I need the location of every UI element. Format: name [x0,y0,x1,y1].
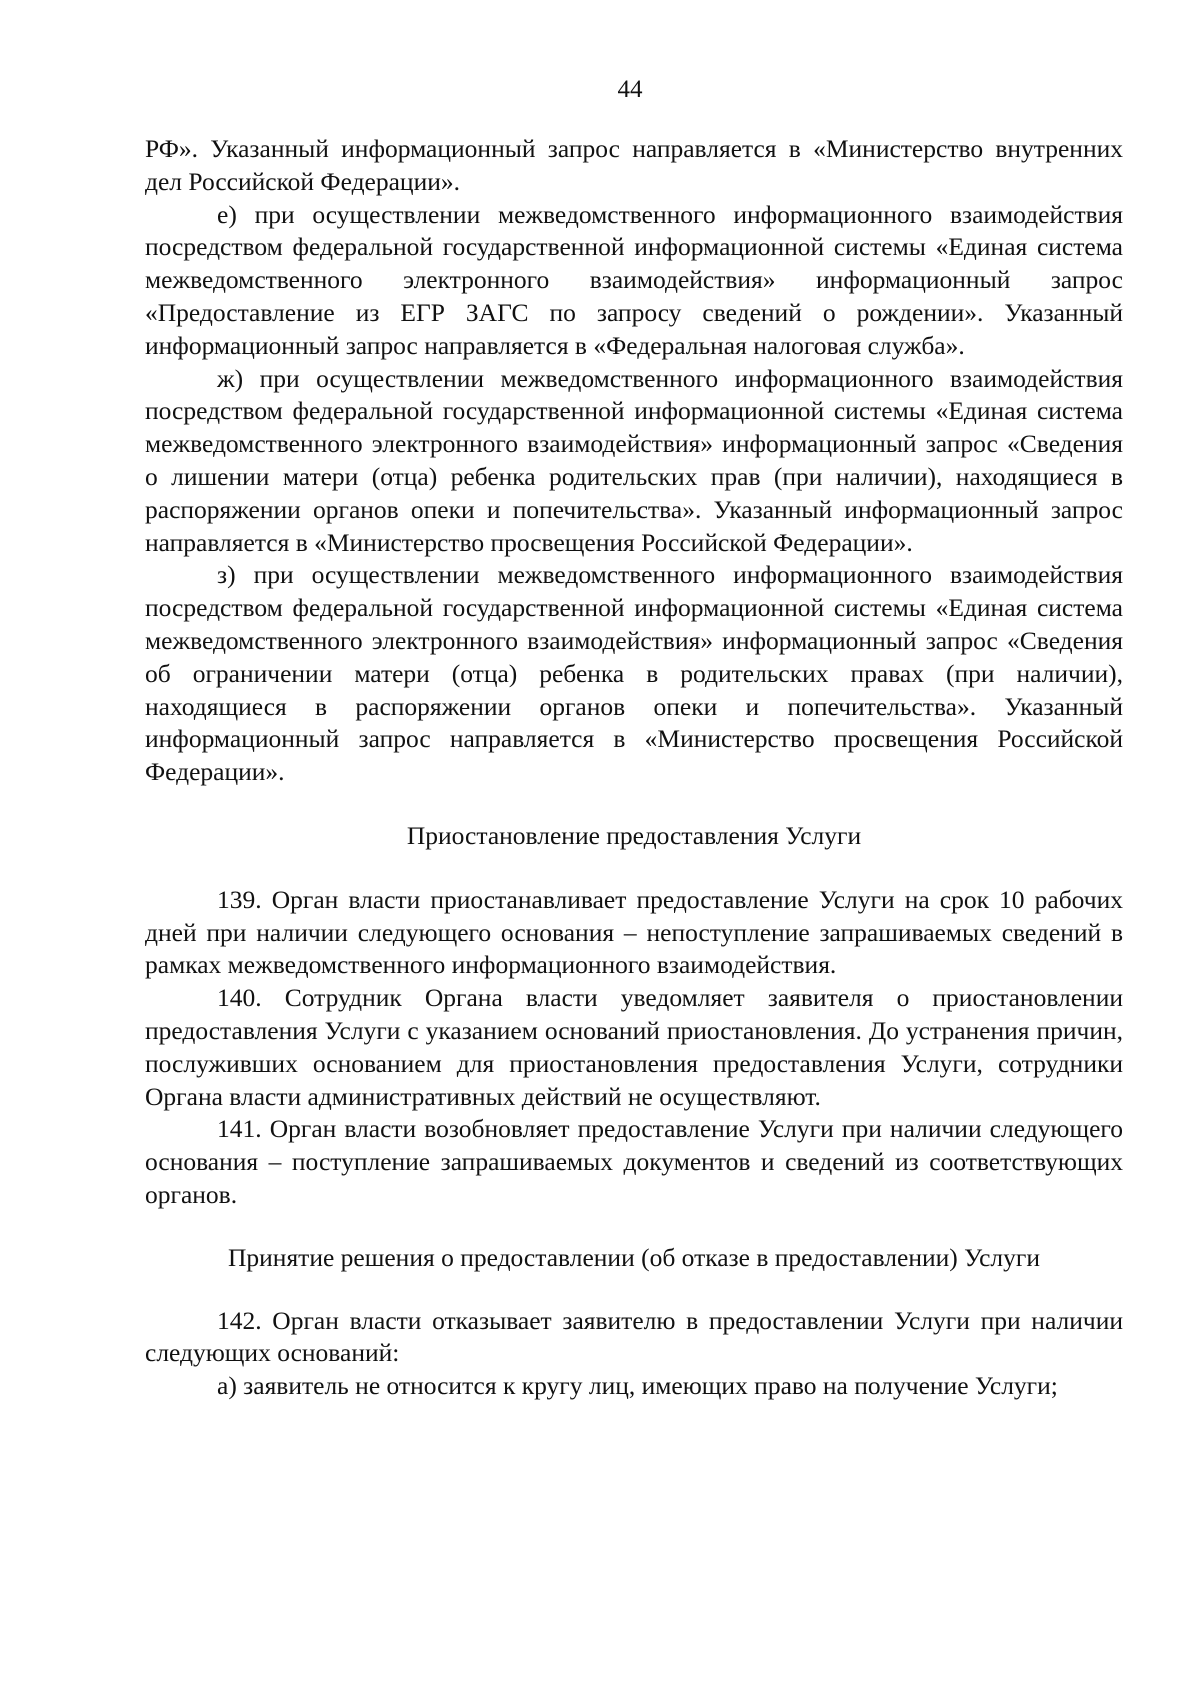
section-heading-suspension: Приостановление предоставления Услуги [406,820,862,850]
page-number: 44 [617,76,643,103]
paragraph-139: 139. Орган власти приостанавливает предоставление Услуги на срок 10 рабочих дней при наличии следующего основания – непоступление запрашиваемых сведений в рамках межведомственного информационного взаимодействия. [145,884,1123,980]
paragraph-142: 142. Орган власти отказывает заявителю в предоставлении Услуги при наличии следующих оснований: [145,1305,1123,1368]
section-heading-decision: Принятие решения о предоставлении (об отказе в предоставлении) Услуги [227,1242,1041,1272]
paragraph-item-e: е) при осуществлении межведомственного информационного взаимодействия посредством федеральной государственной информационной системы «Единая система межведомственного электронного взаимодействия» информационный запрос «Предоставление из ЕГР ЗАГС по запросу сведений о рождении». Указанный информационный запрос направляется в «Федеральная налоговая служба». [145,199,1123,360]
paragraph-142-item-a: а) заявитель не относится к кругу лиц, имеющих право на получение Услуги; [217,1371,1058,1401]
paragraph-141: 141. Орган власти возобновляет предоставление Услуги при наличии следующего основания – поступление запрашиваемых документов и сведений из соответствующих органов. [145,1114,1123,1209]
paragraph-mvd-continuation: РФ». Указанный информационный запрос направляется в «Министерство внутренних дел Российской Федерации». [145,134,1123,196]
paragraph-140: 140. Сотрудник Органа власти уведомляет заявителя о приостановлении предоставления Услуги с указанием оснований приостановления. До устранения причин, послуживших основанием для приостановления предоставления Услуги, сотрудники Органа власти административных действий не осуществляют. [145,983,1123,1111]
page-content [145,133,1123,1403]
paragraph-item-zh: ж) при осуществлении межведомственного информационного взаимодействия посредством федеральной государственной информационной системы «Единая система межведомственного электронного взаимодействия» информационный запрос «Сведения о лишении матери (отца) ребенка родительских прав (при наличии), находящиеся в распоряжении органов опеки и попечительства». Указанный информационный запрос направляется в «Министерство просвещения Российской Федерации». [145,363,1123,557]
paragraph-item-z: з) при осуществлении межведомственного информационного взаимодействия посредством федеральной государственной информационной системы «Единая система межведомственного электронного взаимодействия» информационный запрос «Сведения об ограничении матери (отца) ребенка в родительских правах (при наличии), находящиеся в распоряжении органов опеки и попечительства». Указанный информационный запрос направляется в «Министерство просвещения Российской Федерации». [145,560,1123,787]
